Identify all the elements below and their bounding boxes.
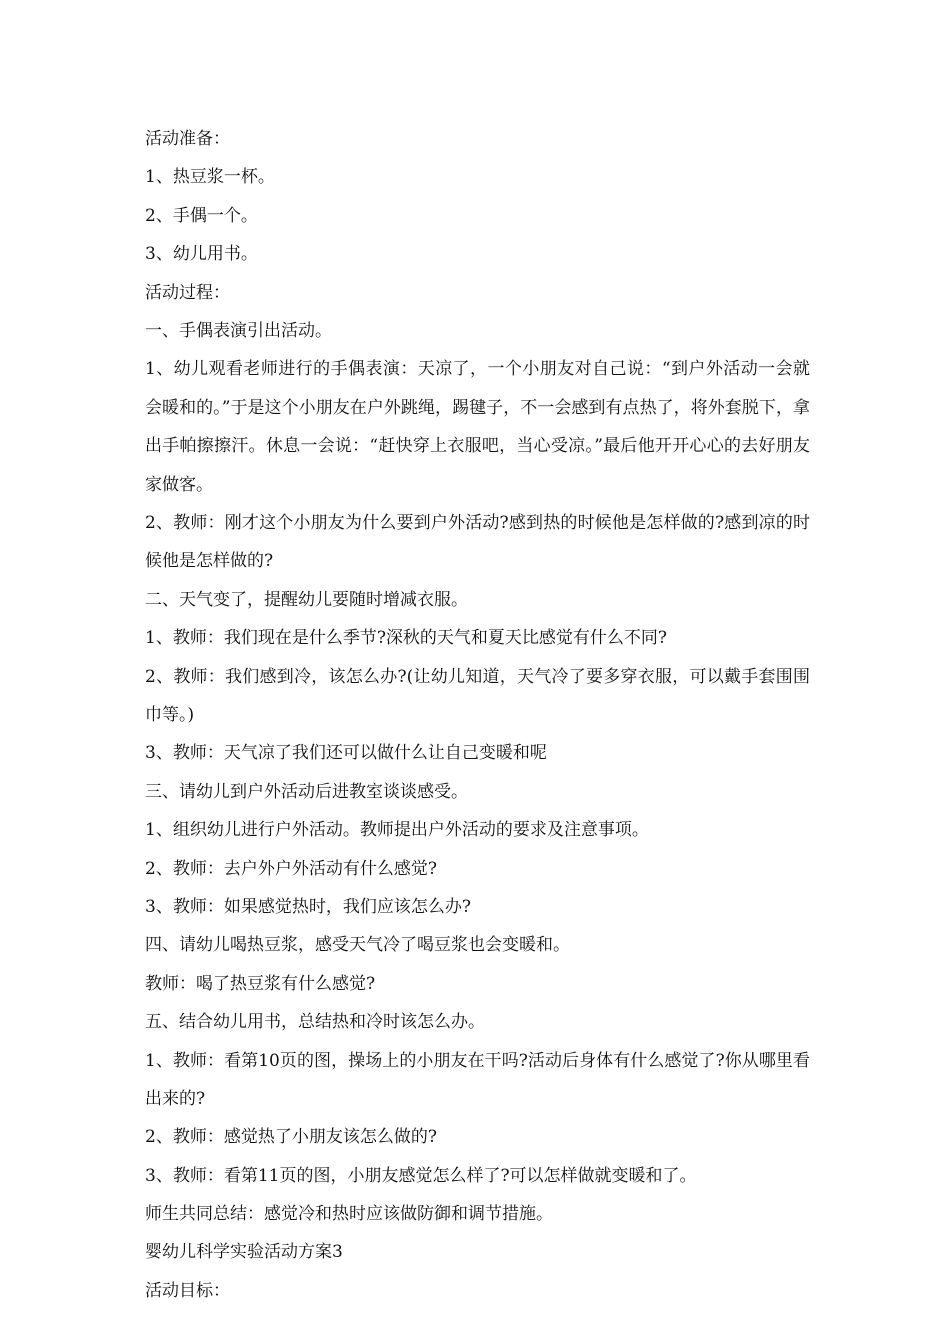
list-item: 2、教师：感觉热了小朋友该怎么做的?	[145, 1127, 437, 1148]
list-item: 2、手偶一个。	[145, 205, 258, 226]
step-heading: 一、手偶表演引出活动。	[145, 320, 332, 341]
list-item: 3、教师：如果感觉热时，我们应该怎么办?	[145, 896, 471, 917]
list-item: 1、教师：我们现在是什么季节?深秋的天气和夏天比感觉有什么不同?	[145, 628, 668, 649]
summary-line: 师生共同总结：感觉冷和热时应该做防御和调节措施。	[145, 1204, 553, 1225]
list-item: 1、热豆浆一杯。	[145, 167, 275, 188]
list-item: 3、幼儿用书。	[145, 244, 258, 265]
step-heading: 五、结合幼儿用书，总结热和冷时该怎么办。	[145, 1012, 485, 1033]
document-body	[145, 120, 810, 1310]
list-item: 3、教师：看第11页的图，小朋友感觉怎么样了?可以怎样做就变暖和了。	[145, 1165, 697, 1186]
list-item: 1、组织幼儿进行户外活动。教师提出户外活动的要求及注意事项。	[145, 820, 649, 841]
list-item: 教师：喝了热豆浆有什么感觉?	[145, 973, 376, 994]
paragraph: 1、幼儿观看老师进行的手偶表演：天凉了，一个小朋友对自己说：“到户外活动一会就会暖和的。”于是这个小朋友在户外跳绳，踢毽子，不一会感到有点热了，将外套脱下，拿出手帕擦擦汗。休息一会说：“赶快穿上衣服吧，当心受凉。”最后他开开心心的去好朋友家做客。	[145, 359, 810, 495]
section-heading-goals: 活动目标：	[145, 1280, 230, 1301]
step-heading: 二、天气变了，提醒幼儿要随时增减衣服。	[145, 589, 468, 610]
step-heading: 三、请幼儿到户外活动后进教室谈谈感受。	[145, 781, 468, 802]
section-heading-process: 活动过程：	[145, 282, 230, 303]
section-heading-preparation: 活动准备：	[145, 129, 230, 149]
plan-title: 婴幼儿科学实验活动方案3	[145, 1242, 343, 1263]
step-heading: 四、请幼儿喝热豆浆，感受天气冷了喝豆浆也会变暖和。	[145, 935, 570, 956]
list-item: 2、教师：去户外户外活动有什么感觉?	[145, 858, 437, 879]
paragraph: 2、教师：刚才这个小朋友为什么要到户外活动?感到热的时候他是怎样做的?感到凉的时候他是怎样做的?	[145, 512, 810, 572]
paragraph: 1、教师：看第10页的图，操场上的小朋友在干吗?活动后身体有什么感觉了?你从哪里看出来的?	[145, 1050, 810, 1109]
paragraph: 2、教师：我们感到冷，该怎么办?(让幼儿知道，天气冷了要多穿衣服，可以戴手套围围巾等。)	[145, 666, 810, 725]
list-item: 3、教师：天气凉了我们还可以做什么让自己变暖和呢	[145, 743, 547, 764]
